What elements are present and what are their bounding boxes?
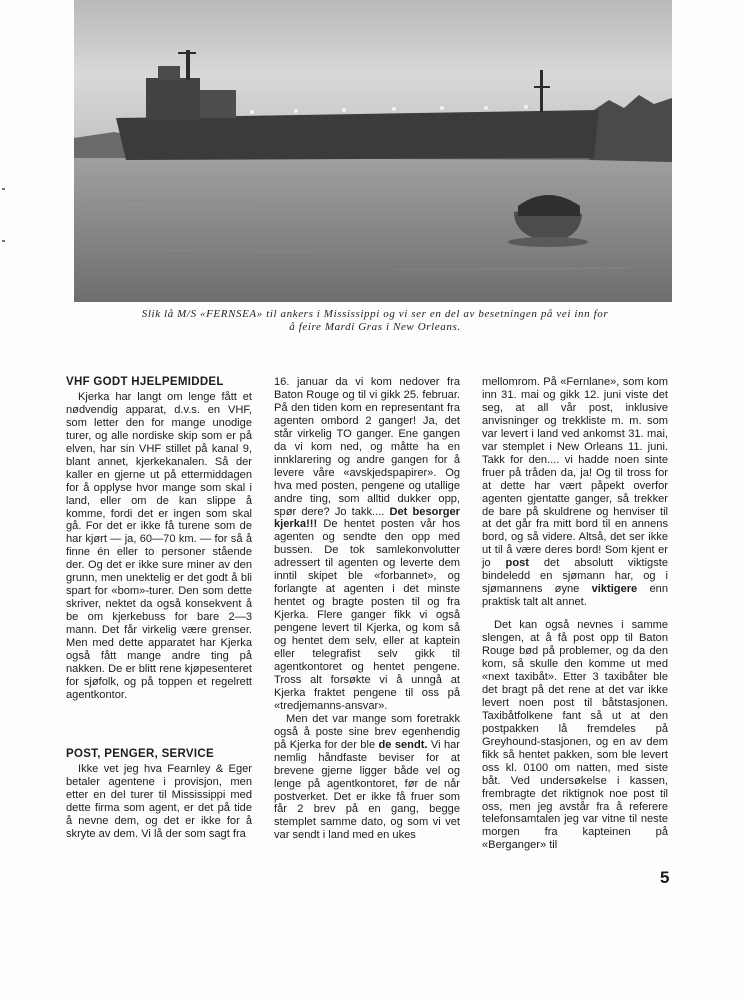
margin-mark [2, 188, 5, 190]
ship-mast [186, 50, 190, 80]
paragraph [274, 376, 460, 713]
paragraph-text: De hentet posten vår hos agenten og sendte den opp med bussen. De tok samlekonvolutter adressert til agenten og leverte dem inntil skipet ble «forbannet», og forlangte at agenten i det minste hentet og bragte posten til og fra Kjerka. Flere ganger fikk vi også pengene levert til Kjerka, og kom så og hentet dem selv, eller at kaptein eller telegrafist selv gikk til agentkontoret og hentet pengene. Tross alt forsøkte vi å unngå at Kjerka fraktet pengene til oss på «tredjemanns-ansvar». [274, 518, 460, 712]
page-number: 5 [660, 868, 670, 887]
paragraph-text: Vi har nemlig håndfaste beviser for at brevene gjerne ligger både vel og lenge på agentkontoret, før de når postverket. Det er ikke få fruer som får 2 brev på en gang, begge stemplet samme dato, og som vi vet var sendt i land med en ukes [274, 738, 460, 842]
emphasis-text: de sendt. [378, 738, 428, 751]
paragraph-text: Men det var mange som foretrakk også å poste sine brev egenhendig på Kjerka for der ble [274, 712, 460, 751]
paragraph [482, 376, 668, 609]
section-heading-post: POST, PENGER, SERVICE [66, 747, 214, 760]
emphasis-text: post [505, 557, 529, 570]
margin-mark [2, 240, 5, 242]
column-3 [482, 376, 668, 852]
paragraph-text: 16. januar da vi kom nedover fra Baton Rouge og til vi gikk 25. februar. På den tiden kom en representant fra agenten ombord 2 ganger! Ja, det står virkelig TO ganger. Ene gangen da vi kom ned, og måtte ha en innklarering og andre gangen for å levere våre «avskjedspapirer». Og hva med posten, pengene og utallige andre ting, som alltid dukker opp, spør dere? Jo takk.... [274, 376, 460, 518]
photo-caption [70, 308, 680, 334]
caption-line-2: å feire Mardi Gras i New Orleans. [289, 321, 461, 333]
paragraph-text: enn praktisk talt alt annet. [482, 583, 668, 609]
paragraph: Det kan også nevnes i samme slengen, at å få post opp til Baton Rouge bød på problemer, og da den kom, så skulle den komme ut med «next taxibåt». Etter 3 taxibåter ble det bragt på det rene at det var ikke levert noen post til båtstasjonen. Taxibåtfolkene fant så ut at den postpakken lå fremdeles på Greyhound-stasjonen, og en av dem fikk så hentet pakken, som ble levert oss kl. 0100 om natten, med siste båt. Ved undersøkelse i kassen, frembragte det riktignok noe post til oss, men jeg avstår fra å referere telefonsamtalen jeg var vitne til neste morgen fra kapteinen på «Berganger» til [482, 619, 668, 852]
ship-superstructure [146, 78, 200, 120]
paragraph [274, 713, 460, 843]
ship-photo [74, 0, 672, 302]
tree-line [589, 95, 672, 162]
column-1 [66, 376, 252, 841]
ship-photo-illustration [74, 0, 672, 302]
section-heading-vhf: VHF GODT HJELPEMIDDEL [66, 376, 224, 388]
paragraph-text: det absolutt viktigste bindeledd en sjømann har, og i sjømannens øyne [482, 557, 669, 596]
paragraph: Ikke vet jeg hva Fearnley & Eger betaler agentene i provisjon, men etter en del turer til Mississippi med dette firma som agent, er det på tide å nevne dem, og det er ikke for å skryte av dem. Vi lå der som sagt fra [66, 762, 252, 840]
column-2 [274, 376, 460, 842]
paragraph-text: mellomrom. På «Fernlane», som kom inn 31. mai og gikk 12. juni viste det seg, at all vår post, inklusive anvisninger og trekkliste m. m. som var levert i land ved ankomst 31. mai, var stemplet i New Orleans 11. juni. Takk for den.... vi hadde noen sinte fruer på tråden da, ja! Og til tross for at dette har vært påpekt overfor agenten gjentatte ganger, så trekker de bare på skuldrene og henviser til at det går fra mitt bord til en annens bord, og så videre. Altså, det ser ikke ut til å være deres bord! Som kjent er jo [482, 376, 668, 570]
paragraph: Kjerka har langt om lenge fått et nødvendig apparat, d.v.s. en VHF, som letter den for mange unodige turer, og alle nordiske skip som er på elven, har sin VHF stillet på kanal 9, blant annet, kjerkekanalen. Så der kaller en gjerne ut på ettermiddagen for å opplyse hvor mange som skal i land, eller om de kan slippe å komme, fordi det er ingen som skal gå. For det er ikke få turene som de har kjørt — ja, 60—70 km. — for så å finne én eller to personer stående der. Og det er ikke sure miner av den grunn, men unektelig er det godt å bli spart for «bom»-turer. Den som dette skriver, nektet da også konsekvent å be om kjerkebuss for bare 2—3 mann. Det får virkelig være grenser. Men med dette apparatet har Kjerka også fått mange andre ting på nakken. De er blitt rene kjøpesenteret for sjøfolk, og på toppen et regelrett agentkontor. [66, 390, 252, 701]
emphasis-text: Det besorger kjerka!!! [274, 505, 460, 531]
caption-line-1: Slik lå M/S «FERNSEA» til ankers i Mississippi og vi ser en del av besetningen på vei inn for [141, 308, 609, 320]
emphasis-text: viktigere [591, 583, 638, 596]
